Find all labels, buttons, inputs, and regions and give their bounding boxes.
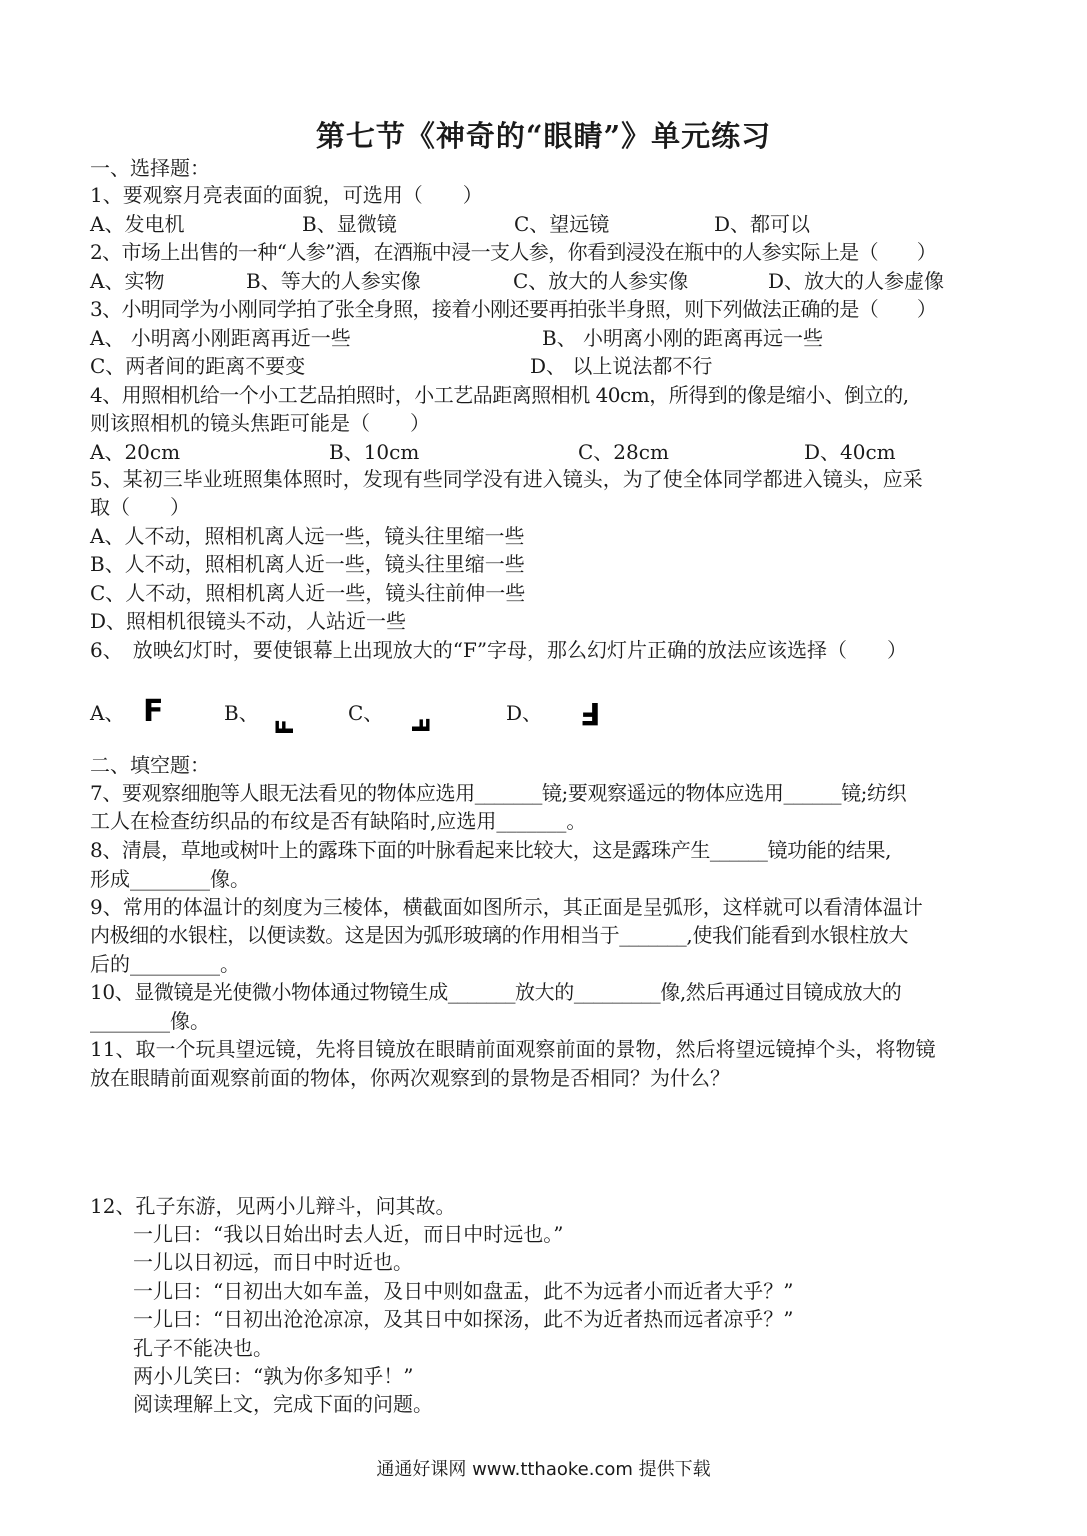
q3-option-a: A、 小明离小刚距离再近一些 [90, 326, 351, 350]
q2-option-d: D、放大的人参虚像 [768, 269, 945, 293]
page-title: 第七节《神奇的“眼睛”》单元练习 [315, 119, 772, 153]
question-10-line-1: 10、显微镜是光使微小物体通过物镜生成_______放大的_________像,然后再通过目镜成放大的 [90, 980, 902, 1004]
question-5-line-1: 5、某初三毕业班照集体照时，发现有些同学没有进入镜头，为了使全体同学都进入镜头，应采 [90, 467, 923, 491]
question-11-line-1: 11、取一个玩具望远镜，先将目镜放在眼睛前面观察前面的景物，然后将望远镜掉个头，将物镜 [90, 1037, 936, 1061]
q2-option-a: A、实物 [90, 269, 165, 293]
question-9-line-2: 内极细的水银柱，以便读数。这是因为弧形玻璃的作用相当于_______,使我们能看到水银柱放大 [90, 923, 908, 947]
question-4-line-1: 4、用照相机给一个小工艺品拍照时，小工艺品距离照相机 40cm，所得到的像是缩小、倒立的, [90, 383, 909, 407]
question-9-line-1: 9、常用的体温计的刻度为三棱体，横截面如图所示，其正面是呈弧形，这样就可以看清体温计 [90, 895, 923, 919]
q4-option-a: A、20cm [90, 440, 181, 464]
page-footer: 通通好课网 www.tthaoke.com 提供下载 [376, 1459, 711, 1480]
q4-option-d: D、40cm [804, 440, 896, 464]
q2-option-b: B、等大的人参实像 [246, 269, 421, 293]
question-4-line-2: 则该照相机的镜头焦距可能是（ ） [90, 411, 430, 435]
section-heading-fill-in: 二、填空题： [90, 753, 210, 777]
q6-glyph-c-rotated-f: F [406, 716, 435, 734]
q6-glyph-a-upright-f: F [143, 694, 164, 729]
question-2: 2、市场上出售的一种“人参”酒，在酒瓶中浸一支人参，你看到浸没在瓶中的人参实际上是（ ） [90, 240, 937, 264]
question-3: 3、小明同学为小刚同学拍了张全身照，接着小刚还要再拍张半身照，则下列做法正确的是（ ） [90, 297, 937, 321]
q1-option-a: A、发电机 [90, 212, 185, 236]
q12-passage-line: 一儿曰：“日初出大如车盖，及日中则如盘盂，此不为远者小而近者大乎？” [133, 1279, 794, 1303]
q3-option-c: C、两者间的距离不要变 [90, 354, 306, 378]
question-5-line-2: 取（ ） [90, 495, 190, 519]
q6-option-a: A、 [90, 701, 125, 725]
q5-option-d: D、照相机很镜头不动，人站近一些 [90, 609, 407, 633]
q5-option-c: C、人不动，照相机离人近一些，镜头往前伸一些 [90, 581, 526, 605]
q6-glyph-d-inverted-f: F [580, 695, 601, 730]
q6-option-c: C、 [348, 701, 384, 725]
q12-passage-line: 一儿曰：“我以日始出时去人近，而日中时远也。” [133, 1222, 564, 1246]
q1-option-c: C、望远镜 [514, 212, 610, 236]
question-1: 1、要观察月亮表面的面貌，可选用（ ） [90, 183, 483, 207]
q3-option-b: B、 小明离小刚的距离再远一些 [542, 326, 824, 350]
q6-option-b: B、 [224, 701, 259, 725]
q12-passage-line: 两小儿笑曰：“孰为你多知乎！” [133, 1364, 414, 1388]
question-6: 6、 放映幻灯时，要使银幕上出现放大的“F”字母，那么幻灯片正确的放法应该选择（ ） [90, 638, 908, 662]
q1-option-b: B、显微镜 [302, 212, 397, 236]
q5-option-a: A、人不动，照相机离人远一些，镜头往里缩一些 [90, 524, 525, 548]
question-12: 12、孔子东游，见两小儿辩斗，问其故。 [90, 1194, 456, 1218]
q5-option-b: B、人不动，照相机离人近一些，镜头往里缩一些 [90, 552, 525, 576]
q4-option-c: C、28cm [578, 440, 669, 464]
q12-passage-line: 一儿以日初远，而日中时近也。 [133, 1250, 413, 1274]
question-11-line-2: 放在眼睛前面观察前面的物体，你两次观察到的景物是否相同？为什么？ [90, 1066, 730, 1090]
q6-glyph-b-rotated-f: F [271, 718, 300, 736]
q12-passage-line: 孔子不能决也。 [133, 1336, 273, 1360]
q2-option-c: C、放大的人参实像 [513, 269, 689, 293]
q6-option-d: D、 [506, 701, 543, 725]
question-7-line-1: 7、要观察细胞等人眼无法看见的物体应选用_______镜;要观察遥远的物体应选用______镜;纺织 [90, 781, 907, 805]
section-heading-choice: 一、选择题： [90, 156, 210, 180]
question-9-line-3: 后的_________。 [90, 952, 240, 976]
q3-option-d: D、 以上说法都不行 [530, 354, 713, 378]
q12-passage-line: 一儿曰：“日初出沧沧凉凉，及其日中如探汤，此不为近者热而远者凉乎？” [133, 1307, 794, 1331]
question-7-line-2: 工人在检查纺织品的布纹是否有缺陷时,应选用_______。 [90, 809, 587, 833]
q12-passage-line: 阅读理解上文，完成下面的问题。 [133, 1392, 433, 1416]
q4-option-b: B、10cm [329, 440, 420, 464]
question-8-line-1: 8、清晨，草地或树叶上的露珠下面的叶脉看起来比较大，这是露珠产生______镜功能的结果, [90, 838, 892, 862]
q1-option-d: D、都可以 [714, 212, 811, 236]
question-10-line-2: ________像。 [90, 1009, 210, 1033]
question-8-line-2: 形成________像。 [90, 867, 250, 891]
